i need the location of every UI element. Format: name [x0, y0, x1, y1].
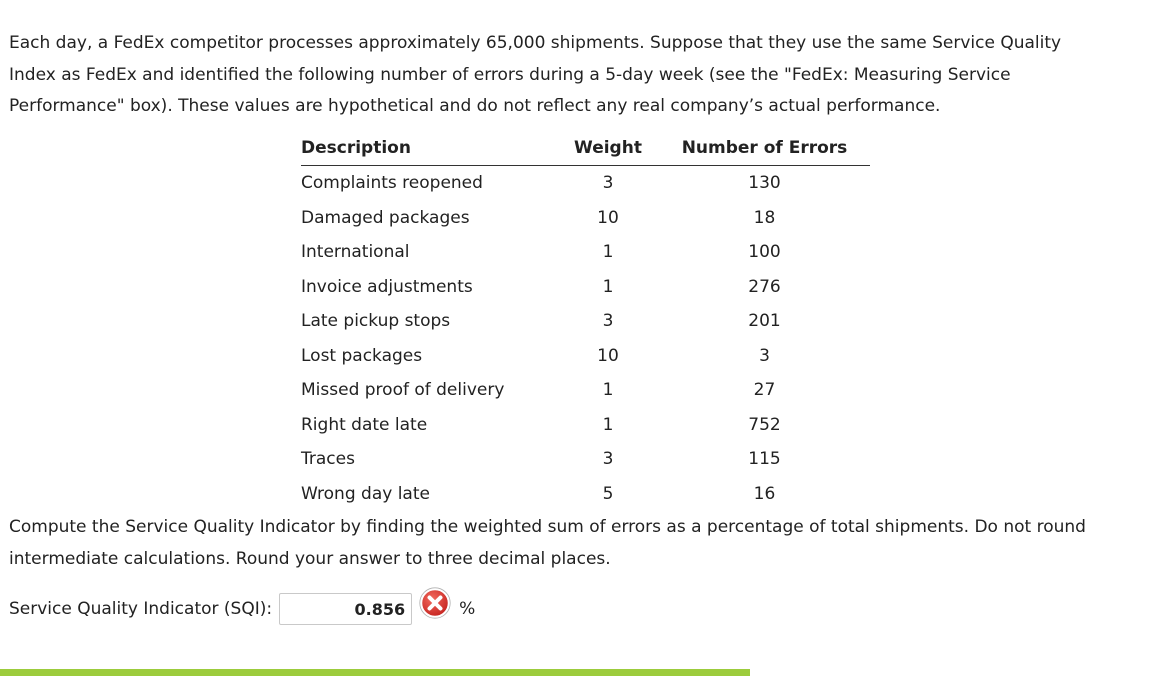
row-description: Right date late: [301, 414, 428, 435]
row-weight: 1: [602, 414, 614, 435]
header-description: Description: [301, 131, 557, 166]
intro-line-1: Each day, a FedEx competitor processes approximately 65,000 shipments. Suppose that they use the same Service Quality: [9, 33, 1062, 53]
percent-unit: %: [459, 599, 476, 619]
row-errors: 201: [748, 311, 781, 332]
errors-table: [301, 131, 870, 511]
table-header-row: [301, 131, 870, 166]
problem-instructions: [9, 512, 1086, 575]
row-weight: 1: [602, 242, 614, 263]
table-row: [301, 442, 870, 477]
instructions-line-1: Compute the Service Quality Indicator by finding the weighted sum of errors as a percentage of total shipments. Do not round: [9, 517, 1086, 537]
table-row: [301, 270, 870, 305]
header-errors: Number of Errors: [659, 131, 870, 166]
table-row: [301, 235, 870, 270]
intro-line-2: Index as FedEx and identified the following number of errors during a 5-day week (see the "FedEx: Measuring Service: [9, 64, 1011, 85]
row-errors: 130: [748, 173, 781, 194]
row-weight: 5: [602, 483, 614, 504]
row-description: Damaged packages: [301, 207, 470, 228]
table-row: [301, 477, 870, 512]
sqi-label: Service Quality Indicator (SQI):: [9, 599, 273, 619]
table-row: [301, 339, 870, 374]
row-errors: 276: [748, 276, 781, 297]
table-row: [301, 373, 870, 408]
table-row: [301, 304, 870, 339]
table-row: [301, 201, 870, 236]
row-description: Late pickup stops: [301, 311, 451, 332]
row-errors: 18: [753, 207, 776, 228]
row-description: Traces: [301, 449, 355, 470]
row-description: Missed proof of delivery: [301, 380, 505, 401]
row-weight: 3: [602, 311, 614, 332]
problem-intro: [9, 28, 1061, 123]
row-description: Complaints reopened: [301, 173, 483, 194]
row-errors: 16: [753, 483, 776, 504]
table-row: [301, 408, 870, 443]
row-errors: 27: [753, 380, 776, 401]
table-row: [301, 166, 870, 201]
row-description: International: [301, 242, 410, 263]
row-errors: 752: [748, 414, 781, 435]
progress-bar: [0, 669, 750, 676]
row-errors: 100: [748, 242, 781, 263]
row-weight: 3: [602, 449, 614, 470]
intro-line-3: Performance" box). These values are hypothetical and do not reflect any real company’s actual performance.: [9, 96, 941, 116]
header-weight: Weight: [557, 131, 659, 166]
row-errors: 115: [748, 449, 781, 470]
row-weight: 1: [602, 276, 614, 297]
instructions-line-2: intermediate calculations. Round your answer to three decimal places.: [9, 548, 611, 569]
row-description: Wrong day late: [301, 483, 430, 504]
sqi-input[interactable]: [279, 593, 412, 625]
row-weight: 1: [602, 380, 614, 401]
row-description: Lost packages: [301, 345, 423, 366]
row-weight: 3: [602, 173, 614, 194]
row-weight: 10: [597, 207, 619, 228]
answer-row: [9, 592, 475, 626]
incorrect-x-icon: [419, 587, 451, 619]
row-description: Invoice adjustments: [301, 276, 473, 297]
row-weight: 10: [597, 345, 619, 366]
row-errors: 3: [759, 345, 770, 366]
